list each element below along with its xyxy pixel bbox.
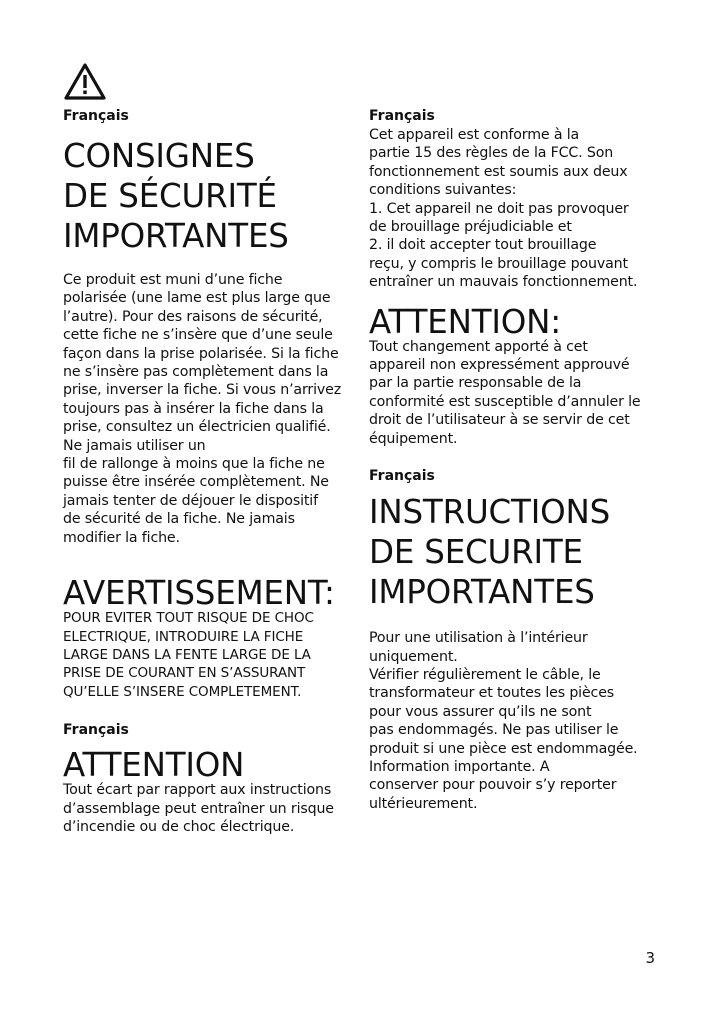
polarized-plug-text: Ce produit est muni d’une fiche polarisée (une lame est plus large que l’autre). Pour des raisons de sécurité, cette fiche ne s’insère que d’une seule façon dans la prise polarisée. Si la fiche ne s’insère pas complètement dans la prise, inverser la fiche. Si vous n’arrivez toujours pas à insérer la fiche dans la prise, consultez un électricien qualifié. Ne jamais utiliser un fil de rallonge à moins que la fiche ne puisse être insérée complètement. Ne jamais tenter de déjouer le dispositif de sécurité de la fiche. Ne jamais modifier la fiche. [63, 272, 341, 546]
page-number: 3 [645, 949, 655, 967]
language-label: Français [369, 468, 435, 485]
attention-heading: ATTENTION [63, 746, 245, 785]
attention-fcc-text: Tout changement apporté à cet appareil non expressément approuvé par la partie responsable de la conformité est susceptible d’annuler le droit de l’utilisateur à se servir de cet équipement. [369, 338, 641, 447]
left-column [63, 62, 348, 836]
avertissement-text: POUR EVITER TOUT RISQUE DE CHOC ELECTRIQUE, INTRODUIRE LA FICHE LARGE DANS LA FENTE LARGE DE LA PRISE DE COURANT EN S’ASSURANT QU’ELLE S’INSERE COMPLETEMENT. [63, 610, 314, 700]
language-label: Français [63, 108, 129, 124]
right-column [369, 107, 654, 813]
attention-text: Tout écart par rapport aux instructions d’assemblage peut entraîner un risque d’incendie ou de choc électrique. [63, 782, 334, 835]
instructions-title: INSTRUCTIONS DE SECURITE IMPORTANTES [369, 493, 611, 612]
language-label: Français [369, 108, 435, 124]
avertissement-heading: AVERTISSEMENT: [63, 574, 335, 613]
instructions-text: Pour une utilisation à l’intérieur uniquement. Vérifier régulièrement le câble, le transformateur et toutes les pièces pour vous assurer qu’ils ne sont pas endommagés. Ne pas utiliser le produit si une pièce est endommagée. Information importante. A conserver pour pouvoir s’y reporter ultérieurement. [369, 630, 638, 812]
language-label: Français [63, 722, 129, 739]
fcc-compliance-text: Cet appareil est conforme à la partie 15 des règles de la FCC. Son fonctionnement est soumis aux deux conditions suivantes: 1. Cet appareil ne doit pas provoquer de brouillage préjudiciable et 2. il doit accepter tout brouillage reçu, y compris le brouillage pouvant entraîner un mauvais fonctionnement. [369, 127, 638, 291]
attention-fcc-heading: ATTENTION: [369, 302, 561, 341]
safety-title: CONSIGNES DE SÉCURITÉ IMPORTANTES [63, 137, 289, 255]
warning-triangle-icon [63, 62, 107, 101]
